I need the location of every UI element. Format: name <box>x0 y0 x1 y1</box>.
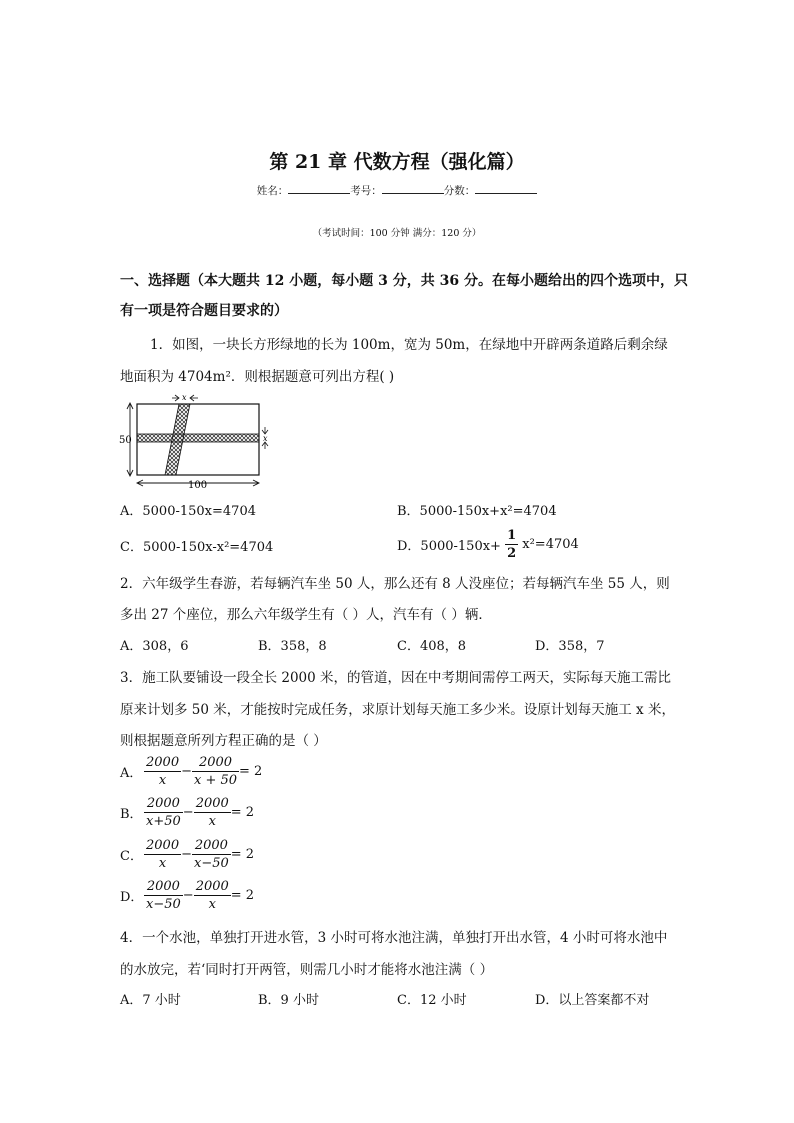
question-1-line1: 1．如图，一块长方形绿地的长为 100m，宽为 50m，在绿地中开辟两条道路后剩余绿 <box>150 337 668 353</box>
q3-option-c[interactable]: C． $\frac{2000}{x}$ − $\frac{2000}{x-50}$ = 2 <box>120 838 255 871</box>
q1-option-d-suffix: x²=4704 <box>522 537 579 552</box>
q1-option-d[interactable] <box>397 527 579 562</box>
time-note: （考试时间：100 分钟 满分：120 分） <box>312 228 482 239</box>
q2-option-c[interactable]: C．408，8 <box>397 639 467 654</box>
q2-option-a[interactable]: A．308，6 <box>120 639 189 654</box>
question-3-line2: 原来计划多 50 米，才能按时完成任务，求原计划每天施工多少米。设原计划每天施工 x 米， <box>120 702 675 718</box>
q4-option-c[interactable]: C．12 小时 <box>397 993 467 1008</box>
question-2-line1: 2．六年级学生春游，若每辆汽车坐 50 人，那么还有 8 人没座位；若每辆汽车坐 55 人，则 <box>120 576 670 592</box>
question-3-line3: 则根据题意所列方程正确的是（ ） <box>120 733 327 749</box>
figure-label-x-top: x <box>182 393 187 402</box>
question-2-line2: 多出 27 个座位，那么六年级学生有（ ）人，汽车有（ ）辆． <box>120 607 492 623</box>
question-4-line2: 的水放完，若‘同时打开两管，则需几小时才能将水池注满（ ） <box>120 962 494 978</box>
name-label: 姓名： <box>256 185 289 197</box>
question-4-line1: 4．一个水池，单独打开进水管，3 小时可将水池注满，单独打开出水管，4 小时可将水池中 <box>120 930 668 946</box>
q1-option-d-prefix: D．5000-150x+ <box>397 539 501 554</box>
exam-no-label: 考号： <box>350 185 382 197</box>
name-blank[interactable] <box>288 183 350 194</box>
q1-option-b[interactable]: B．5000-150x+x²=4704 <box>397 504 557 519</box>
page-title: 第 21 章 代数方程（强化篇） <box>269 151 525 173</box>
figure-label-width: 50 <box>119 435 132 446</box>
q3-option-a[interactable]: A． $\frac{2000}{x}$ − $\frac{2000}{x + 50}$ = 2 <box>120 755 263 788</box>
score-label: 分数： <box>443 185 476 197</box>
q4-option-a[interactable]: A．7 小时 <box>120 993 181 1008</box>
question-3-line1: 3．施工队要铺设一段全长 2000 米，的管道，因在中考期间需停工两天，实际每天施工需比 <box>120 670 672 686</box>
q1-option-d-fraction: $\frac{1}{2}$ <box>507 528 517 561</box>
section-heading-line1: 一、选择题（本大题共 12 小题，每小题 3 分，共 36 分。在每小题给出的四个选项中，只 <box>120 273 688 289</box>
horizontal-road <box>137 434 259 442</box>
q1-option-c[interactable]: C．5000-150x-x²=4704 <box>120 540 274 555</box>
question-1-line2: 地面积为 4704m²．则根据题意可列出方程( ) <box>120 369 395 385</box>
student-info-line <box>0 183 794 198</box>
exam-no-blank[interactable] <box>382 183 444 194</box>
q4-option-d[interactable]: D．以上答案都不对 <box>535 993 650 1008</box>
question-1-figure <box>118 392 278 490</box>
q2-option-d[interactable]: D．358，7 <box>535 639 605 654</box>
figure-label-length: 100 <box>188 480 208 490</box>
figure-label-x-right: x <box>263 434 268 443</box>
score-blank[interactable] <box>475 183 537 194</box>
q4-option-b[interactable]: B．9 小时 <box>258 993 319 1008</box>
q2-option-b[interactable]: B．358，8 <box>258 639 327 654</box>
q3-option-b[interactable]: B． $\frac{2000}{x+50}$ − $\frac{2000}{x}$ = 2 <box>120 796 255 829</box>
q1-option-a[interactable]: A．5000-150x=4704 <box>120 504 256 519</box>
section-heading-line2: 有一项是符合题目要求的） <box>120 303 288 319</box>
q3-option-d[interactable]: D． $\frac{2000}{x-50}$ − $\frac{2000}{x}$ = 2 <box>120 879 255 912</box>
